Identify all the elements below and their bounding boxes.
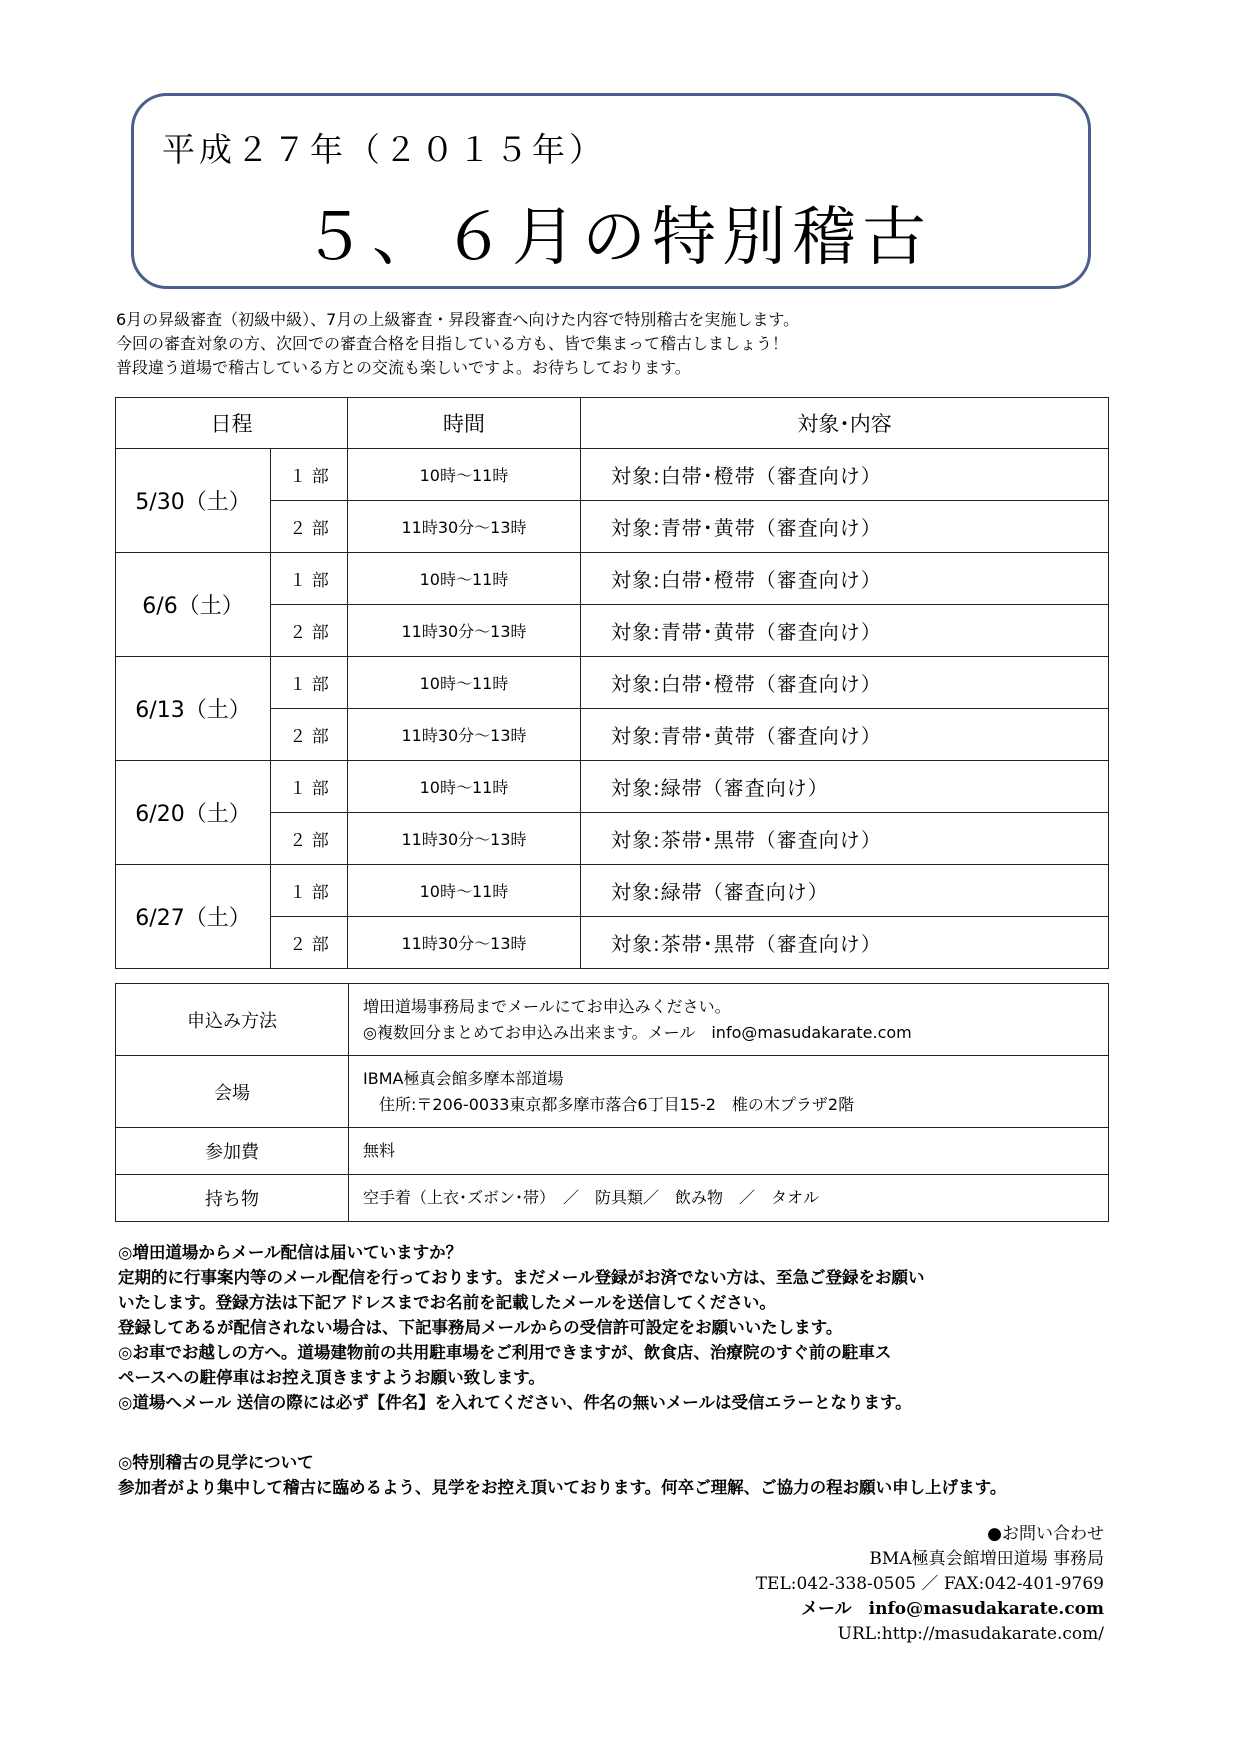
header-date: 日程: [116, 398, 348, 449]
title-box: [131, 93, 1091, 289]
table-row: [116, 761, 1109, 813]
time-cell: 10時～11時: [348, 657, 581, 709]
time-cell: 10時～11時: [348, 449, 581, 501]
note-line: 登録してあるが配信されない場合は、下記事務局メールからの受信許可設定をお願いいたします。: [118, 1318, 843, 1337]
part-cell: １ 部: [271, 553, 348, 605]
date-cell: 6/6（土）: [116, 553, 271, 657]
contact-phone: TEL:042-338-0505 ／ FAX:042-401-9769: [755, 1574, 1104, 1594]
observation-body: 参加者がより集中して稽古に臨めるよう、見学をお控え頂いております。何卒ご理解、ご協力の程お願い申し上げます。: [118, 1478, 1007, 1497]
note-line: ◎増田道場からメール配信は届いていますか？: [118, 1243, 463, 1262]
time-cell: 10時～11時: [348, 761, 581, 813]
items-label: 持ち物: [116, 1175, 349, 1222]
table-row: [116, 865, 1109, 917]
notes-section: [118, 1240, 925, 1415]
contact-block: [756, 1522, 1104, 1647]
part-cell: １ 部: [271, 657, 348, 709]
venue-name: IBMA極真会館多摩本部道場: [363, 1068, 564, 1088]
intro-line: 6月の昇級審査（初級中級）、7月の上級審査・昇段審査へ向けた内容で特別稽古を実施します。: [116, 310, 800, 329]
contact-org: BMA極真会館増田道場 事務局: [869, 1549, 1104, 1569]
venue-label: 会場: [116, 1056, 349, 1128]
note-line: ◎道場へメール 送信の際には必ず【件名】を入れてください、件名の無いメールは受信エラーとなります。: [118, 1393, 912, 1412]
target-cell: 対象:白帯･橙帯（審査向け）: [581, 449, 1109, 501]
contact-heading: ●お問い合わせ: [987, 1524, 1104, 1544]
fee-value: 無料: [349, 1128, 1109, 1175]
target-cell: 対象:緑帯（審査向け）: [581, 865, 1109, 917]
part-cell: １ 部: [271, 449, 348, 501]
part-cell: １ 部: [271, 761, 348, 813]
target-cell: 対象:青帯･黄帯（審査向け）: [581, 501, 1109, 553]
table-row: [116, 449, 1109, 501]
schedule-table: [115, 397, 1109, 969]
target-cell: 対象:茶帯･黒帯（審査向け）: [581, 813, 1109, 865]
contact-url[interactable]: URL:http://masudakarate.com/: [837, 1624, 1104, 1644]
info-row-fee: [116, 1128, 1109, 1175]
info-row-items: [116, 1175, 1109, 1222]
date-cell: 6/13（土）: [116, 657, 271, 761]
info-row-application: [116, 984, 1109, 1056]
time-cell: 11時30分～13時: [348, 709, 581, 761]
intro-text: [116, 308, 799, 380]
observation-section: [118, 1450, 1006, 1500]
application-line: ◎複数回分まとめてお申込み出来ます。メール info@masudakarate.com: [363, 1022, 912, 1042]
target-cell: 対象:白帯･橙帯（審査向け）: [581, 553, 1109, 605]
target-cell: 対象:緑帯（審査向け）: [581, 761, 1109, 813]
target-cell: 対象:白帯･橙帯（審査向け）: [581, 657, 1109, 709]
date-cell: 5/30（土）: [116, 449, 271, 553]
time-cell: 11時30分～13時: [348, 917, 581, 969]
target-cell: 対象:青帯･黄帯（審査向け）: [581, 709, 1109, 761]
date-cell: 6/20（土）: [116, 761, 271, 865]
contact-email[interactable]: メール info@masudakarate.com: [801, 1599, 1104, 1619]
date-cell: 6/27（土）: [116, 865, 271, 969]
info-table: [115, 983, 1109, 1222]
note-line: 定期的に行事案内等のメール配信を行っております。まだメール登録がお済でない方は、至急ご登録をお願い: [118, 1268, 925, 1287]
application-value: [349, 984, 1109, 1056]
note-line: ◎お車でお越しの方へ。道場建物前の共用駐車場をご利用できますが、飲食店、治療院のすぐ前の駐車ス: [118, 1343, 892, 1362]
venue-address: 住所:〒206-0033東京都多摩市落合6丁目15-2 椎の木プラザ2階: [363, 1094, 855, 1114]
application-label: 申込み方法: [116, 984, 349, 1056]
observation-heading: ◎特別稽古の見学について: [118, 1453, 314, 1472]
part-cell: ２ 部: [271, 813, 348, 865]
time-cell: 10時～11時: [348, 553, 581, 605]
part-cell: １ 部: [271, 865, 348, 917]
schedule-header-row: [116, 398, 1109, 449]
time-cell: 11時30分～13時: [348, 605, 581, 657]
items-value: 空手着（上衣･ズボン･帯） ／ 防具類／ 飲み物 ／ タオル: [349, 1175, 1109, 1222]
page-title: ５、６月の特別稽古: [302, 201, 932, 275]
part-cell: ２ 部: [271, 709, 348, 761]
intro-line: 普段違う道場で稽古している方との交流も楽しいですよ。お待ちしております。: [116, 358, 691, 377]
part-cell: ２ 部: [271, 605, 348, 657]
time-cell: 10時～11時: [348, 865, 581, 917]
note-line: ペースへの駐停車はお控え頂きますようお願い致します。: [118, 1368, 545, 1387]
header-time: 時間: [348, 398, 581, 449]
info-row-venue: [116, 1056, 1109, 1128]
target-cell: 対象:茶帯･黒帯（審査向け）: [581, 917, 1109, 969]
time-cell: 11時30分～13時: [348, 813, 581, 865]
part-cell: ２ 部: [271, 917, 348, 969]
note-line: いたします。登録方法は下記アドレスまでお名前を記載したメールを送信してください。: [118, 1293, 776, 1312]
title-subtitle: 平成２７年（２０１５年）: [162, 130, 606, 169]
time-cell: 11時30分～13時: [348, 501, 581, 553]
application-line: 増田道場事務局までメールにてお申込みください。: [363, 996, 731, 1016]
target-cell: 対象:青帯･黄帯（審査向け）: [581, 605, 1109, 657]
table-row: [116, 553, 1109, 605]
part-cell: ２ 部: [271, 501, 348, 553]
header-target: 対象･内容: [581, 398, 1109, 449]
table-row: [116, 657, 1109, 709]
venue-value: [349, 1056, 1109, 1128]
fee-label: 参加費: [116, 1128, 349, 1175]
intro-line: 今回の審査対象の方、次回での審査合格を目指している方も、皆で集まって稽古しましょう！: [116, 334, 789, 353]
